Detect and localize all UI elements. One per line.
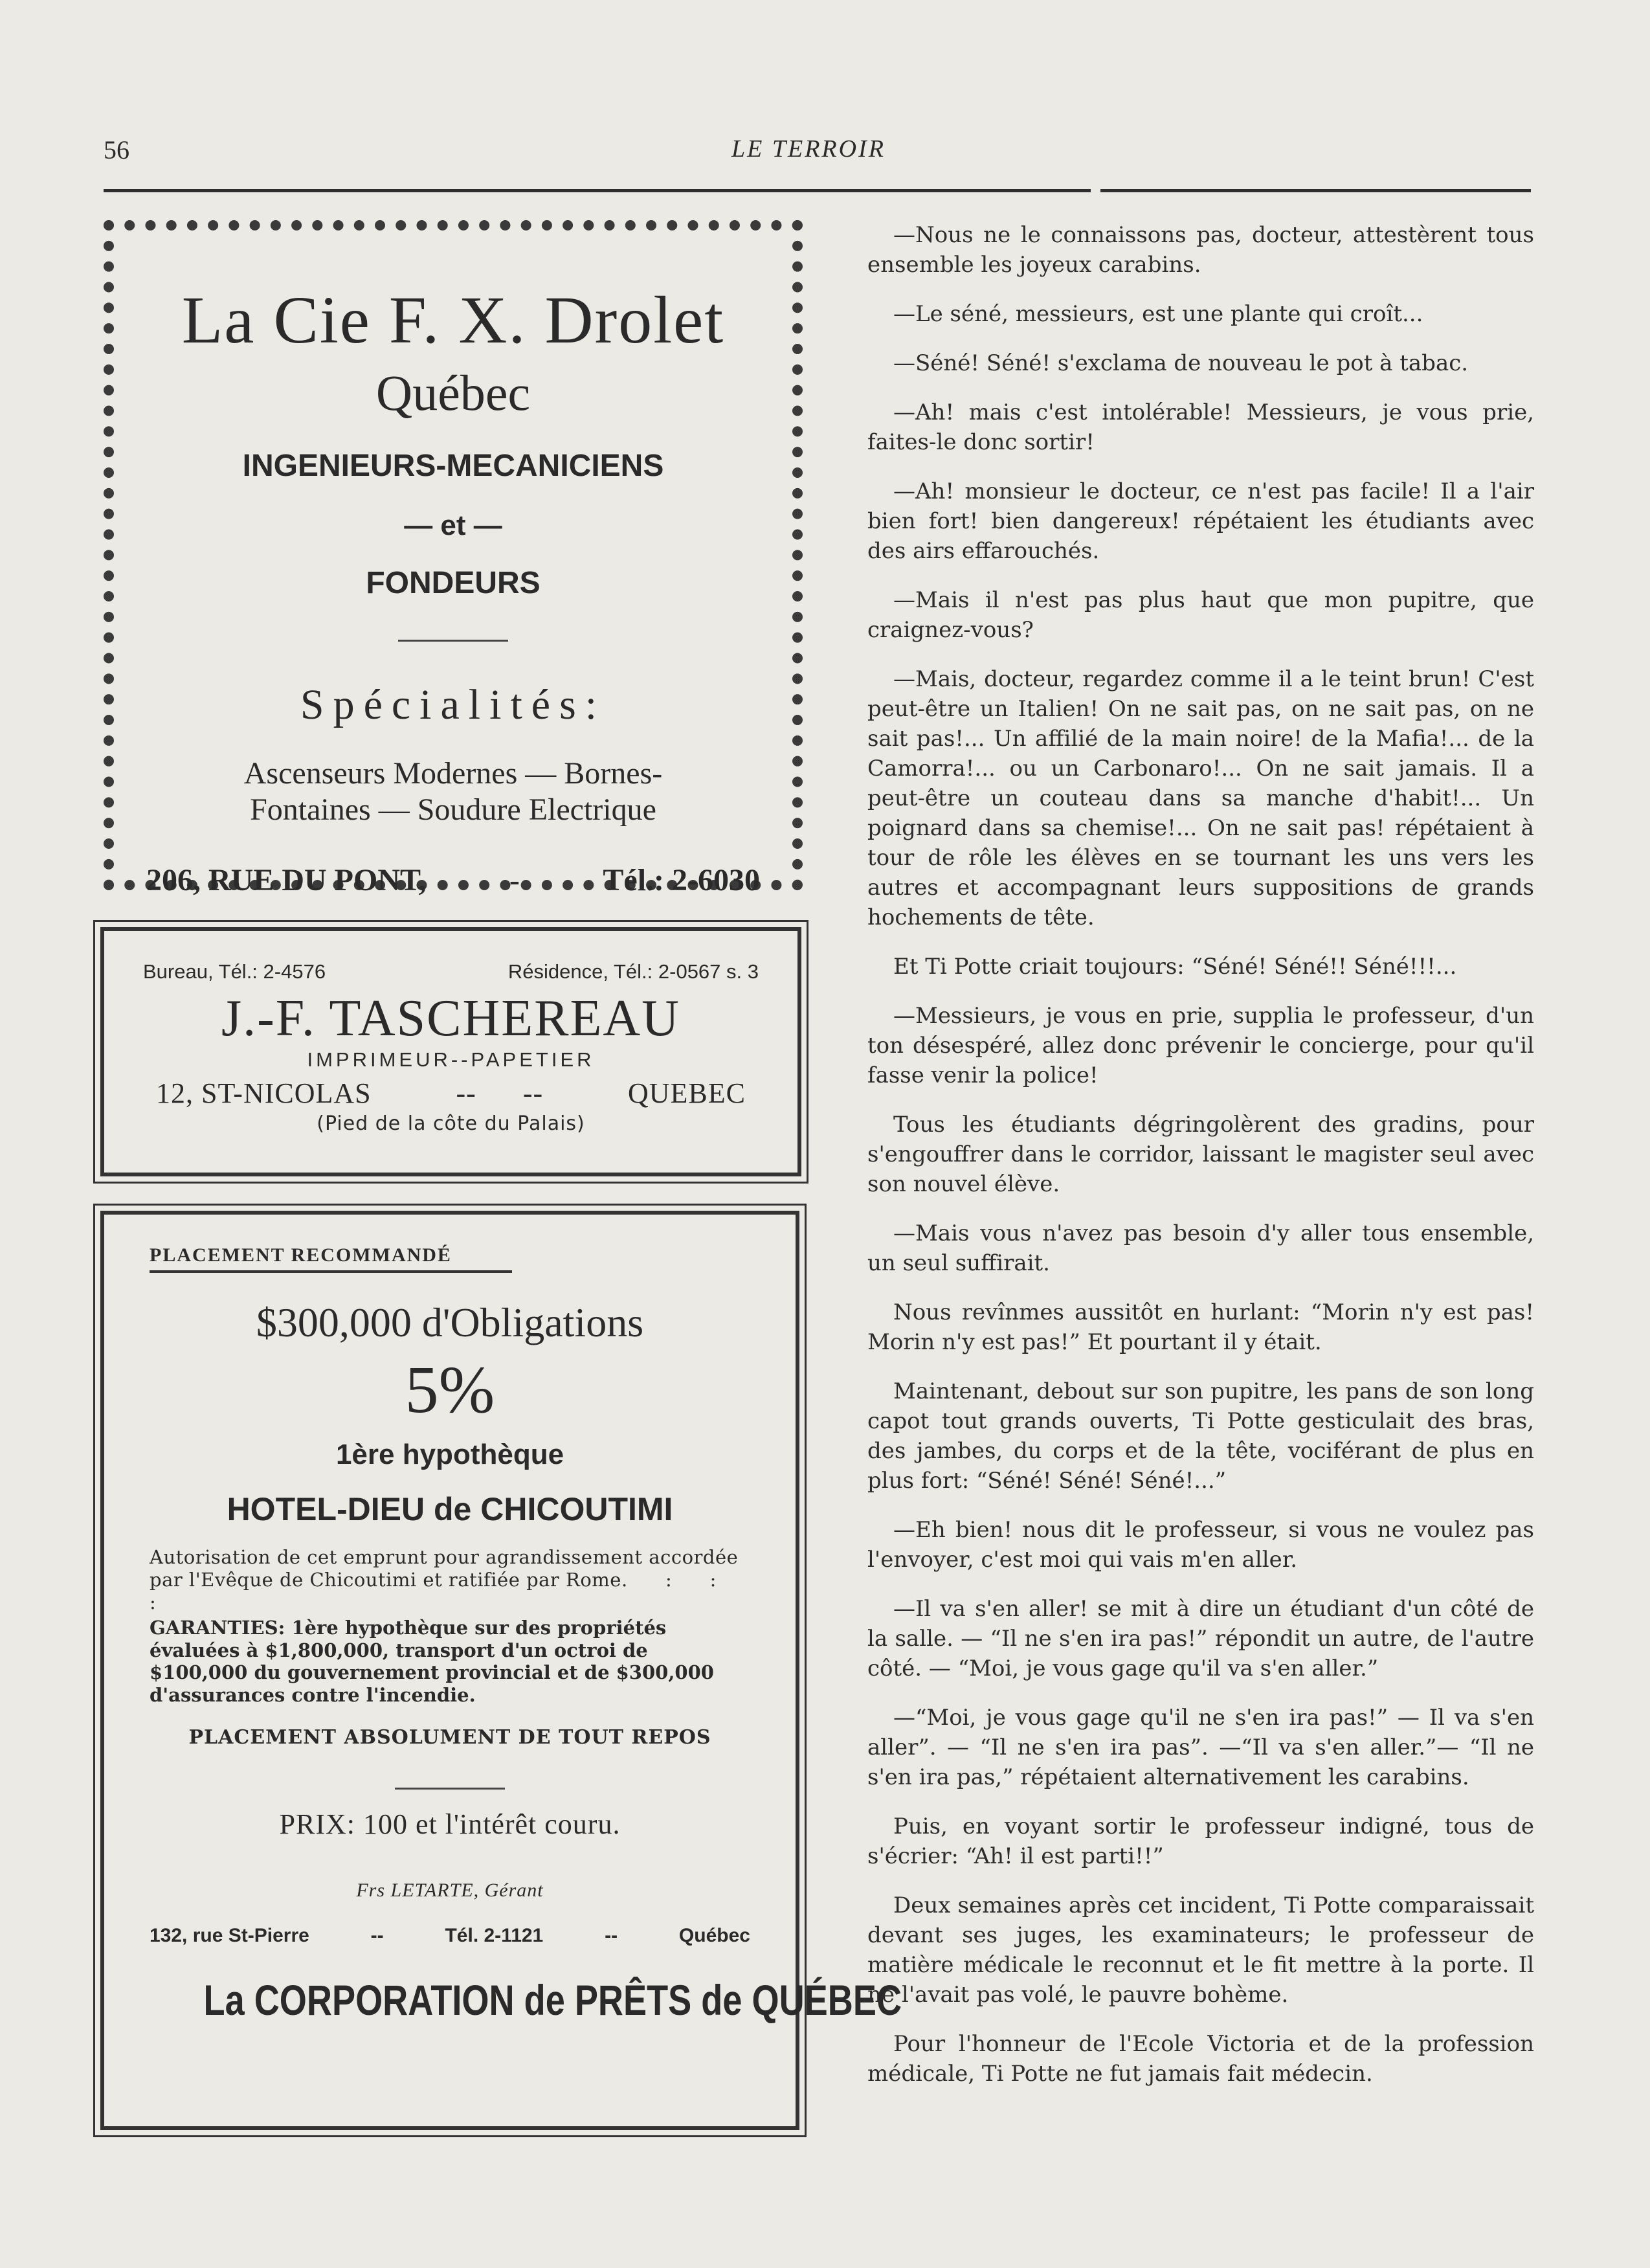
ad-taschereau-office-phone: Bureau, Tél.: 2-4576 <box>143 960 326 983</box>
ad-drolet-profession: INGENIEURS-MECANICIENS <box>242 449 664 484</box>
ad-placement-eyebrow: PLACEMENT RECOMMANDÉ <box>150 1244 512 1273</box>
ad-drolet-specialties-heading: Spécialités: <box>300 681 607 729</box>
ad-drolet-conjunction: — et — <box>404 510 502 542</box>
article-paragraph: Pour l'honneur de l'Ecole Victoria et de la profession médicale, Ti Potte ne fut jamais fait médecin. <box>867 2031 1534 2087</box>
ad-placement-note: Autorisation de cet emprunt pour agrandissement accordée par l'Evêque de Chicoutimi et ratifiée par Rome. : : : <box>150 1546 755 1613</box>
ad-taschereau-dashes: -- -- <box>456 1077 544 1109</box>
page-number: 56 <box>104 135 129 164</box>
ad-drolet-footer <box>133 862 773 898</box>
header-rule-right <box>1100 189 1531 192</box>
ad-drolet-specialties-line: Ascenseurs Modernes — Bornes- <box>243 756 663 791</box>
ad-taschereau-name: J.-F. TASCHEREAU <box>221 990 680 1047</box>
ad-placement-guarantees: GARANTIES: 1ère hypothèque sur des propriétés évaluées à $1,800,000, transport d'un octroi de $100,000 du gouvernement provincial et de $300,000 d'assurances contre l'incendie. <box>150 1616 714 1707</box>
article-paragraph: —“Moi, je vous gage qu'il ne s'en ira pas!” — Il va s'en aller”. — “Il ne s'en ira pas”. —“Il va s'en aller.”— “Il ne s'en ira pas,” répétaient alternativement les carabins. <box>867 1705 1534 1790</box>
running-head: LE TERROIR <box>731 135 886 163</box>
article-paragraph: Et Ti Potte criait toujours: “Séné! Séné!! Séné!!!... <box>893 954 1457 980</box>
article-paragraph: —Mais vous n'avez pas besoin d'y aller tous ensemble, un seul suffirait. <box>867 1220 1534 1276</box>
ad-placement-divider <box>395 1788 505 1790</box>
article-paragraph: —Eh bien! nous dit le professeur, si vous ne voulez pas l'envoyer, c'est moi qui vais m'en aller. <box>867 1517 1534 1573</box>
ad-placement-safe: PLACEMENT ABSOLUMENT DE TOUT REPOS <box>188 1725 711 1749</box>
ad-placement-corporation: La CORPORATION de PRÊTS de QUÉBEC <box>203 1975 902 2024</box>
ad-placement-price: PRIX: 100 et l'intérêt couru. <box>279 1808 621 1840</box>
ad-drolet-phone: Tél.: 2-6030 <box>603 862 760 897</box>
ad-taschereau-directions: (Pied de la côte du Palais) <box>317 1112 585 1135</box>
ad-drolet-company: La Cie F. X. Drolet <box>181 283 725 357</box>
ad-drolet-separator: - <box>509 862 520 897</box>
ad-placement-manager: Frs LETARTE, Gérant <box>356 1879 544 1901</box>
article-paragraph: —Il va s'en aller! se mit à dire un étudiant d'un côté de la salle. — “Il ne s'en ira pas!” répondit un autre, de l'autre côté. — “Moi, je vous gage qu'il va s'en aller.” <box>867 1596 1534 1681</box>
article-paragraph: —Ah! monsieur le docteur, ce n'est pas facile! Il a l'air bien fort! bien dangereux! répétaient les étudiants avec des airs effarouchés. <box>867 478 1534 564</box>
ad-drolet-address: 206, RUE DU PONT, <box>146 862 427 897</box>
ad-placement-phone: Tél. 2-1121 <box>445 1924 544 1946</box>
article-paragraph: Deux semaines après cet incident, Ti Potte comparaissait devant ses juges, les examinateurs; le professeur de matière médicale le reconnut et le fit mettre à la porte. Il ne l'avait pas volé, le pauvre bohème. <box>867 1892 1534 2008</box>
article-column <box>867 220 1534 2108</box>
ad-taschereau-street: 12, ST-NICOLAS <box>156 1077 372 1109</box>
ad-drolet <box>104 220 803 897</box>
ad-drolet-city: Québec <box>375 365 531 421</box>
ad-placement-amount: $300,000 d'Obligations <box>256 1299 644 1345</box>
header-rule-left <box>104 189 1091 192</box>
ad-drolet-specialties <box>133 756 773 827</box>
ad-taschereau-trade: IMPRIMEUR--PAPETIER <box>307 1048 595 1071</box>
article-paragraph: —Le séné, messieurs, est une plante qui croît... <box>893 301 1423 327</box>
article-paragraph: —Mais il n'est pas plus haut que mon pupitre, que craignez-vous? <box>867 587 1534 643</box>
ad-placement-contact <box>150 1925 750 1947</box>
article-paragraph: —Mais, docteur, regardez comme il a le teint brun! C'est peut-être un Italien! On ne sait pas, on ne sait pas, on ne sait pas!... Un affilié de la main noire! de la Mafia!... de la Camorra!... ou un Carbonaro!... On ne sait jamais. Il a peut-être un couteau dans sa manche d'habit!... Un poignard dans sa chemise!... On ne sait pas! répétaient à tour de rôle les élèves en se tournant les uns vers les autres et accompagnant leurs suppositions de grands hochements de tête. <box>867 666 1534 930</box>
ad-placement-dash: -- <box>370 1924 384 1946</box>
article-paragraph: Nous revînmes aussitôt en hurlant: “Morin n'y est pas! Morin n'y est pas!” Et pourtant il y était. <box>867 1299 1534 1355</box>
article-paragraph: —Ah! mais c'est intolérable! Messieurs, je vous prie, faites-le donc sortir! <box>867 399 1534 455</box>
ad-taschereau-phones <box>130 960 772 983</box>
ad-drolet-divider <box>398 640 508 642</box>
ad-placement-rate: 5% <box>405 1353 495 1427</box>
article-paragraph: —Messieurs, je vous en prie, supplia le professeur, d'un ton désespéré, allez donc prévenir le concierge, pour qu'il fasse venir la police! <box>867 1003 1534 1088</box>
ad-placement-dash: -- <box>605 1924 618 1946</box>
article-paragraph: —Séné! Séné! s'exclama de nouveau le pot à tabac. <box>893 350 1469 376</box>
ad-drolet-profession-2: FONDEURS <box>366 566 541 601</box>
ad-taschereau-address <box>130 1077 772 1110</box>
ad-placement-mortgage: 1ère hypothèque <box>335 1439 564 1471</box>
ad-placement-city: Québec <box>678 1924 750 1946</box>
ad-placement <box>100 1211 902 2130</box>
ad-drolet-specialties-line: Fontaines — Soudure Electrique <box>250 792 656 827</box>
ad-placement-borrower: HOTEL-DIEU de CHICOUTIMI <box>227 1491 673 1528</box>
article-paragraph: Puis, en voyant sortir le professeur indigné, tous de s'écrier: “Ah! il est parti!!” <box>867 1813 1534 1869</box>
ad-taschereau <box>100 927 801 1176</box>
ad-taschereau-residence-phone: Résidence, Tél.: 2-0567 s. 3 <box>507 960 759 983</box>
article-paragraph: Maintenant, debout sur son pupitre, les pans de son long capot tout grands ouverts, Ti Potte gesticulait des bras, des jambes, du corps et de la tête, vociférant de plus en plus fort: “Séné! Séné! Séné!...” <box>867 1378 1534 1494</box>
ad-placement-address: 132, rue St-Pierre <box>150 1924 309 1946</box>
ad-taschereau-city: QUEBEC <box>628 1077 746 1109</box>
article-paragraph: Tous les étudiants dégringolèrent des gradins, pour s'engouffrer dans le corridor, laissant le magister seul avec son nouvel élève. <box>867 1112 1534 1197</box>
article-paragraph: —Nous ne le connaissons pas, docteur, attestèrent tous ensemble les joyeux carabins. <box>867 222 1534 278</box>
